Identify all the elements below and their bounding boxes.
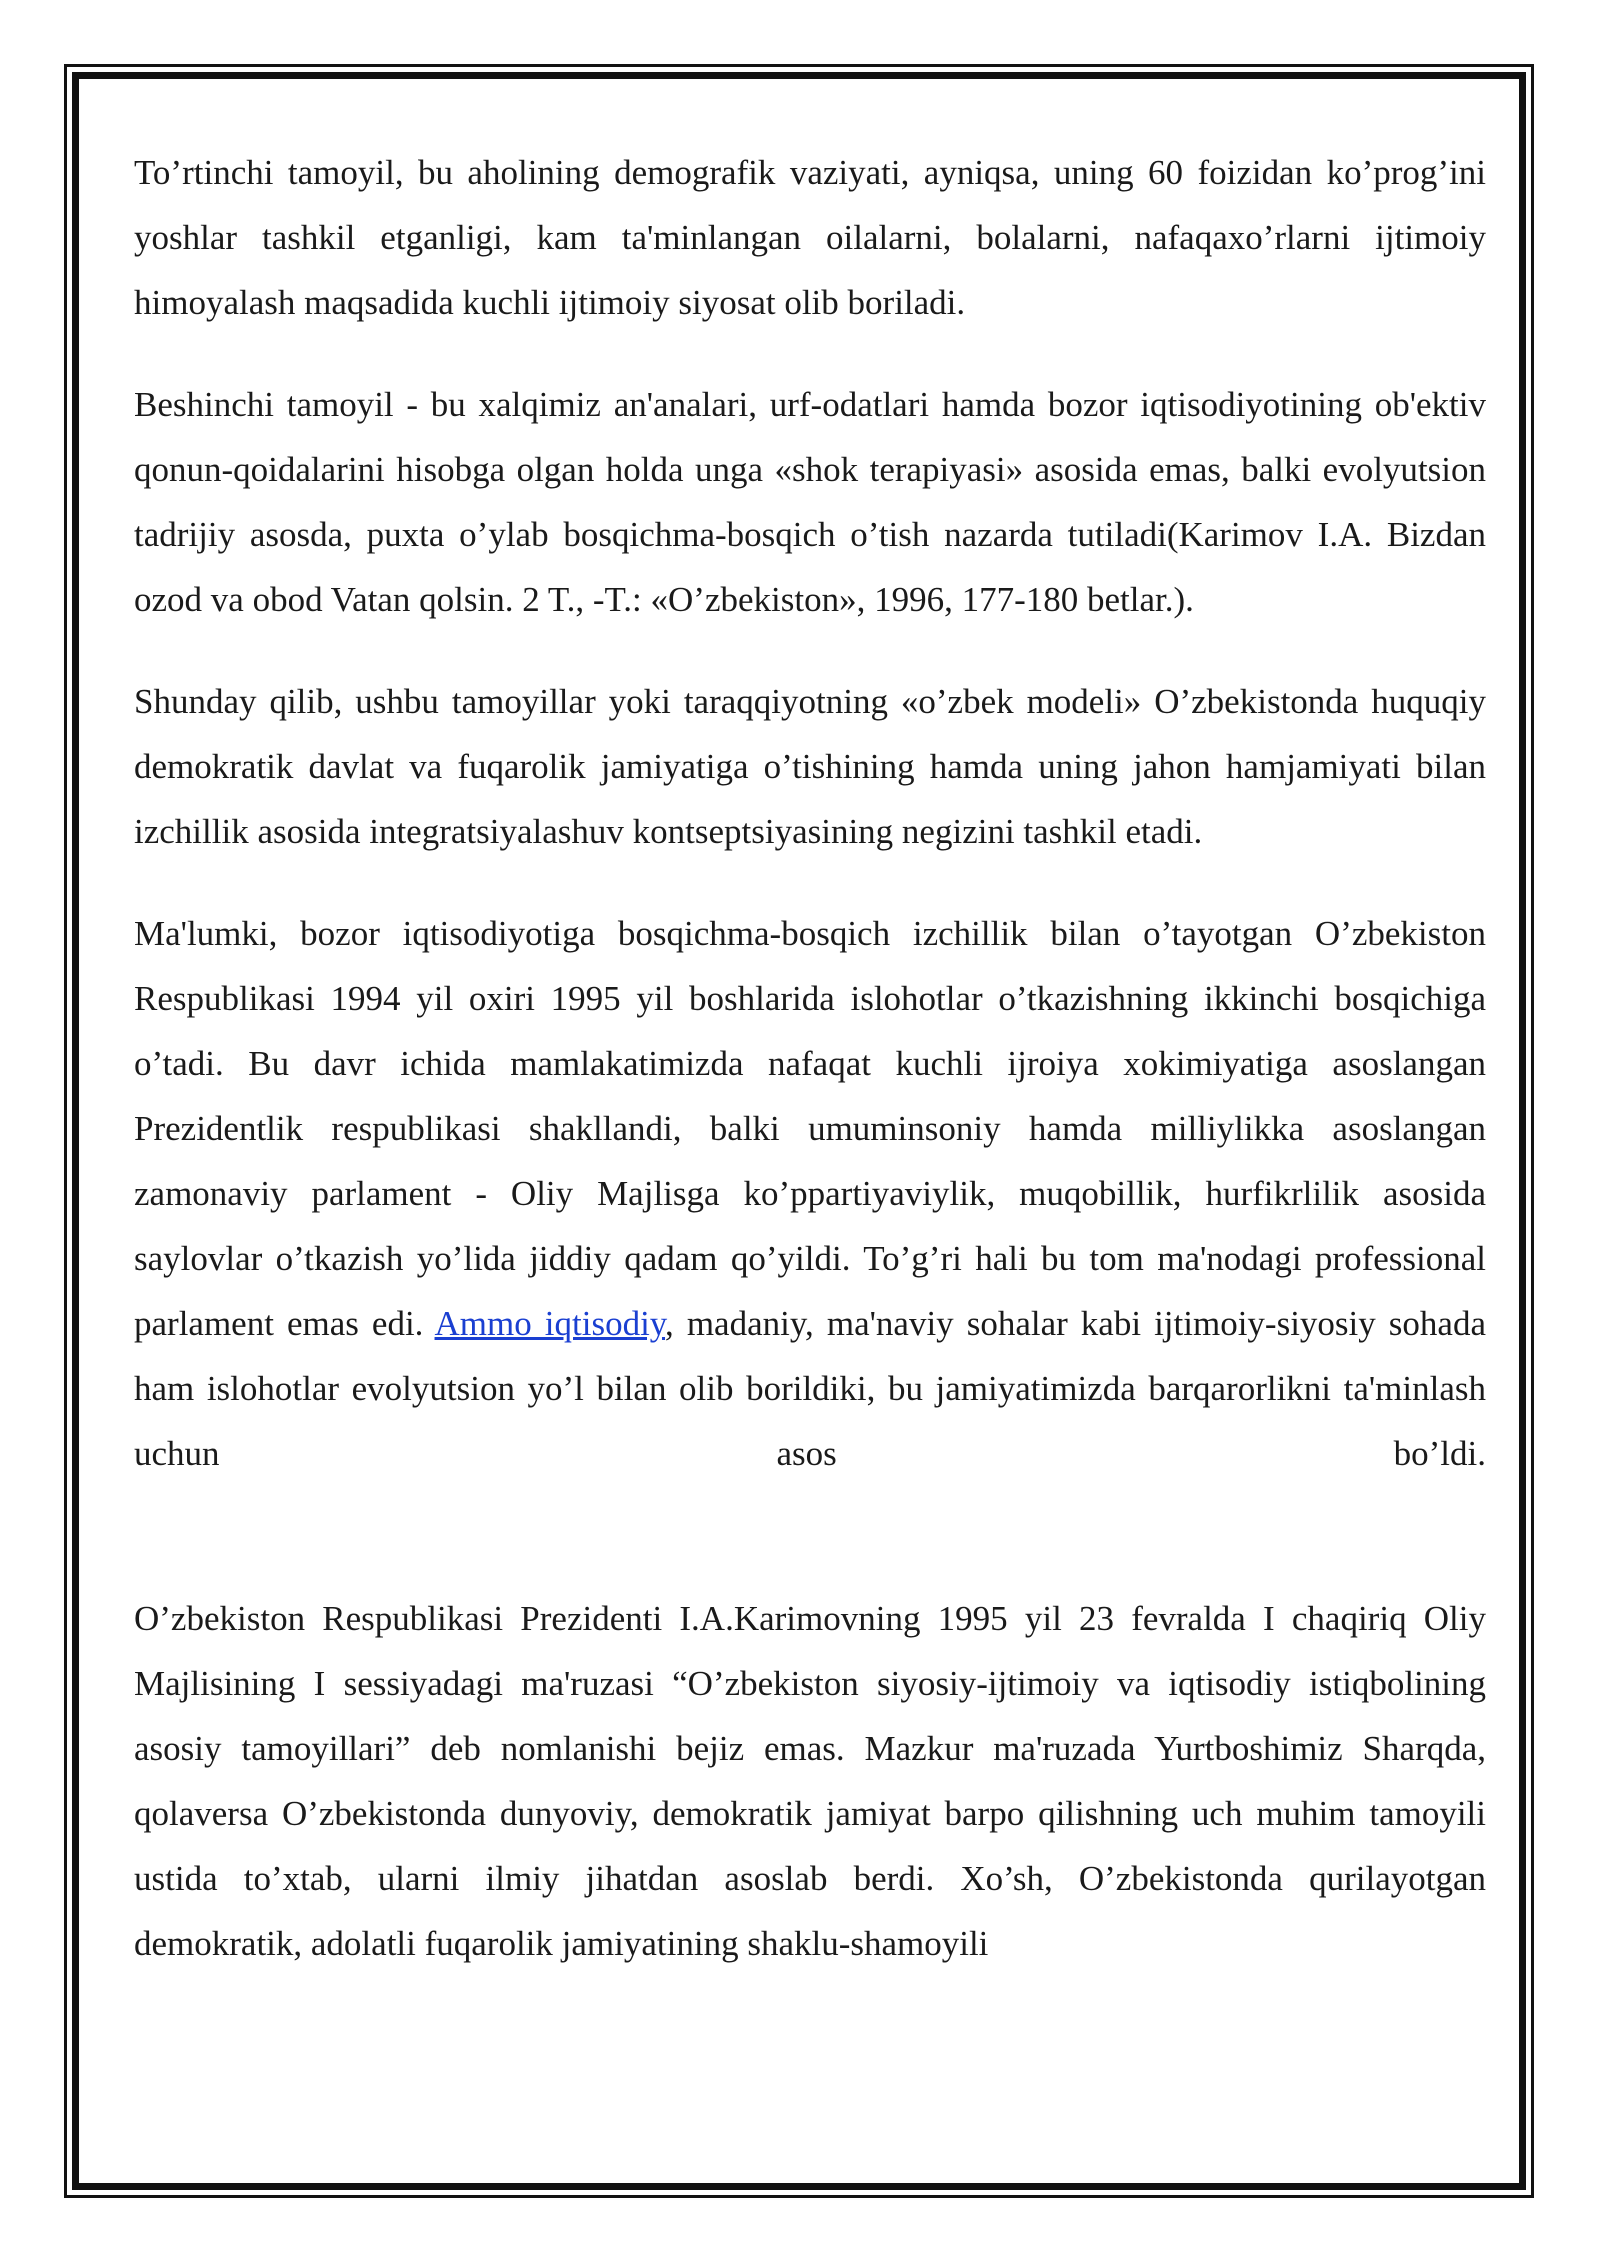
paragraph-text: Beshinchi tamoyil - bu xalqimiz an'analari, urf-odatlari hamda bozor iqtisodiyotining ob'ektiv qonun-qoidalarini hisobga olgan holda unga «shok terapiyasi» asosida emas, balki evolyutsion tadrijiy asosda, puxta o’ylab bosqichma-bosqich o’tish nazarda tutiladi(Karimov I.A. Bizdan ozod va obod Vatan qolsin. 2 T., -T.: «O’zbekiston», 1996, 177-180 betlar.).: [134, 385, 1486, 619]
paragraph-text: Shunday qilib, ushbu tamoyillar yoki taraqqiyotning «o’zbek modeli» O’zbekistonda huquqiy demokratik davlat va fuqarolik jamiyatiga o’tishining hamda uning jahon hamjamiyati bilan izchillik asosida integratsiyalashuv kontseptsiyasining negizini tashkil etadi.: [134, 682, 1486, 851]
paragraph-fifth-principle: [134, 372, 1486, 632]
paragraph-text: To’rtinchi tamoyil, bu aholining demografik vaziyati, ayniqsa, uning 60 foizidan ko’prog’ini yoshlar tashkil etganligi, kam ta'minlangan oilalarni, bolalarni, nafaqaxo’rlarni ijtimoiy himoyalash maqsadida kuchli ijtimoiy siyosat olib boriladi.: [134, 153, 1486, 322]
paragraph-text-before-link: Ma'lumki, bozor iqtisodiyotiga bosqichma-bosqich izchillik bilan o’tayotgan O’zbekiston Respublikasi 1994 yil oxiri 1995 yil boshlarida islohotlar o’tkazishning ikkinchi bosqichiga o’tadi. Bu davr ichida mamlakatimizda nafaqat kuchli ijroiya xokimiyatiga asoslangan Prezidentlik respublikasi shakllandi, balki umuminsoniy hamda milliylikka asoslangan zamonaviy parlament - Oliy Majlisga ko’ppartiyaviylik, muqobillik, hurfikrlilik asosida saylovlar o’tkazish yo’lida jiddiy qadam qo’yildi. To’g’ri hali bu tom ma'nodagi professional parlament emas edi.: [134, 914, 1486, 1343]
paragraph-uzbek-model: [134, 669, 1486, 864]
paragraph-text-after-link: , madaniy, ma'naviy sohalar kabi ijtimoiy-siyosiy sohada ham islohotlar evolyutsion yo’l bilan olib borildiki, bu jamiyatimizda barqarorlikni ta'minlash uchun asos bo’ldi.: [134, 1304, 1486, 1473]
document-body: [134, 140, 1486, 2013]
paragraph-second-stage: [134, 901, 1486, 1486]
ammo-iqtisodiy-link[interactable]: Ammo iqtisodiy: [434, 1304, 666, 1343]
paragraph-president-report: [134, 1586, 1486, 1976]
paragraph-text: O’zbekiston Respublikasi Prezidenti I.A.Karimovning 1995 yil 23 fevralda I chaqiriq Oliy Majlisining I sessiyadagi ma'ruzasi “O’zbekiston siyosiy-ijtimoiy va iqtisodiy istiqbolining asosiy tamoyillari” deb nomlanishi bejiz emas. Mazkur ma'ruzada Yurtboshimiz Sharqda, qolaversa O’zbekistonda dunyoviy, demokratik jamiyat barpo qilishning uch muhim tamoyili ustida to’xtab, ularni ilmiy jihatdan asoslab berdi. Xo’sh, O’zbekistonda qurilayotgan demokratik, adolatli fuqarolik jamiyatining shaklu-shamoyili: [134, 1599, 1486, 1963]
paragraph-fourth-principle: [134, 140, 1486, 335]
